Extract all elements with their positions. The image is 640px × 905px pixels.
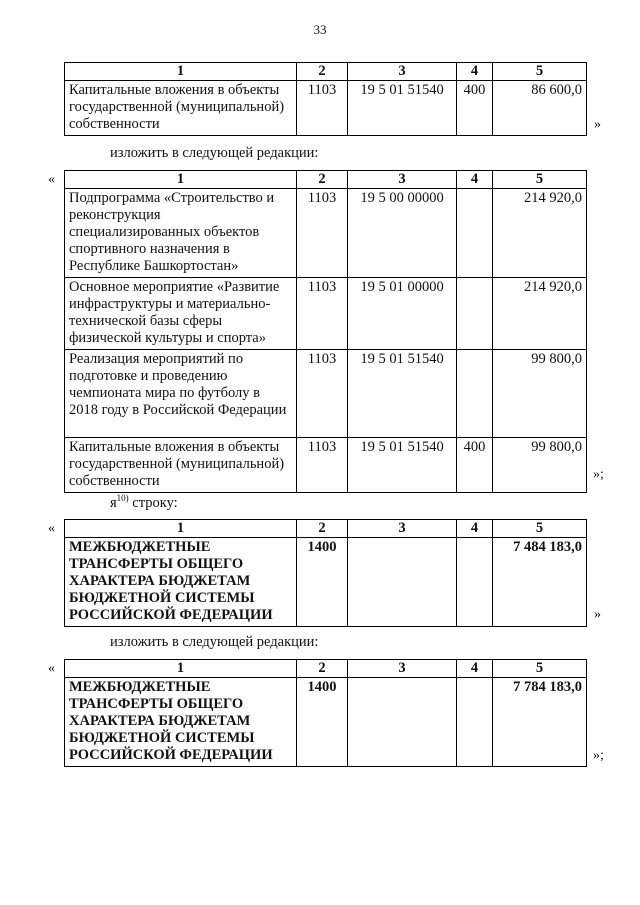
- open-quote-3: «: [48, 521, 55, 536]
- row-section: 1103: [297, 81, 348, 136]
- close-quote-2: »;: [593, 467, 604, 482]
- table-4: [64, 659, 586, 767]
- table-3: [64, 519, 586, 627]
- close-quote-3: »: [594, 607, 601, 622]
- row-target: [348, 678, 457, 767]
- table-row: [65, 438, 587, 493]
- row-amount: 99 800,0: [493, 350, 587, 438]
- header-col-5: 5: [493, 520, 587, 538]
- row-type: [457, 350, 493, 438]
- header-col-2: 2: [297, 660, 348, 678]
- row-section: 1103: [297, 438, 348, 493]
- header-col-1: 1: [65, 171, 297, 189]
- header-col-2: 2: [297, 171, 348, 189]
- row-name: Капитальные вложения в объекты государственной (муниципальной) собственности: [65, 438, 297, 493]
- item-text: строку:: [128, 494, 178, 511]
- table-2: [64, 170, 586, 493]
- table-row: [65, 278, 587, 350]
- table-row: [65, 678, 587, 767]
- header-col-3: 3: [348, 171, 457, 189]
- row-type: [457, 538, 493, 627]
- header-col-5: 5: [493, 63, 587, 81]
- header-col-1: 1: [65, 660, 297, 678]
- row-target: 19 5 01 00000: [348, 278, 457, 350]
- row-type: 400: [457, 438, 493, 493]
- header-row: [65, 520, 587, 538]
- row-section: 1400: [297, 538, 348, 627]
- header-col-1: 1: [65, 63, 297, 81]
- row-name: МЕЖБЮДЖЕТНЫЕ ТРАНСФЕРТЫ ОБЩЕГО ХАРАКТЕРА БЮДЖЕТАМ БЮДЖЕТНОЙ СИСТЕМЫ РОССИЙСКОЙ ФЕДЕРАЦИИ: [65, 678, 297, 767]
- header-col-3: 3: [348, 63, 457, 81]
- row-target: 19 5 00 00000: [348, 189, 457, 278]
- item-number: 10): [116, 493, 129, 503]
- row-name: Основное мероприятие «Развитие инфраструктуры и материально-технической базы сферы физической культуры и спорта»: [65, 278, 297, 350]
- header-col-2: 2: [297, 63, 348, 81]
- row-type: [457, 278, 493, 350]
- row-type: 400: [457, 81, 493, 136]
- row-amount: 214 920,0: [493, 278, 587, 350]
- row-amount: 86 600,0: [493, 81, 587, 136]
- header-col-4: 4: [457, 520, 493, 538]
- row-name: МЕЖБЮДЖЕТНЫЕ ТРАНСФЕРТЫ ОБЩЕГО ХАРАКТЕРА БЮДЖЕТАМ БЮДЖЕТНОЙ СИСТЕМЫ РОССИЙСКОЙ ФЕДЕРАЦИИ: [65, 538, 297, 627]
- row-name: Подпрограмма «Строительство и реконструкция специализированных объектов спортивного назначения в Республике Башкортостан»: [65, 189, 297, 278]
- row-amount: 7 784 183,0: [493, 678, 587, 767]
- instruction-text-3: изложить в следующей редакции:: [110, 634, 319, 650]
- item-letter: я: [110, 494, 117, 511]
- row-section: 1103: [297, 278, 348, 350]
- header-col-5: 5: [493, 660, 587, 678]
- header-col-4: 4: [457, 63, 493, 81]
- header-col-2: 2: [297, 520, 348, 538]
- table-1: [64, 62, 586, 136]
- row-target: 19 5 01 51540: [348, 350, 457, 438]
- instruction-text-2: [110, 493, 178, 512]
- row-section: 1103: [297, 350, 348, 438]
- row-type: [457, 189, 493, 278]
- header-col-4: 4: [457, 660, 493, 678]
- open-quote-4: «: [48, 661, 55, 676]
- header-col-5: 5: [493, 171, 587, 189]
- close-quote-1: »: [594, 117, 601, 132]
- page-number: 33: [313, 22, 327, 37]
- header-col-1: 1: [65, 520, 297, 538]
- row-section: 1103: [297, 189, 348, 278]
- header-col-3: 3: [348, 660, 457, 678]
- table-row: [65, 189, 587, 278]
- row-target: 19 5 01 51540: [348, 438, 457, 493]
- row-name: Реализация мероприятий по подготовке и проведению чемпионата мира по футболу в 2018 году в Российской Федерации: [65, 350, 297, 438]
- header-row: [65, 171, 587, 189]
- header-col-3: 3: [348, 520, 457, 538]
- open-quote-2: «: [48, 172, 55, 187]
- header-col-4: 4: [457, 171, 493, 189]
- header-row: [65, 63, 587, 81]
- table-row: [65, 538, 587, 627]
- close-quote-4: »;: [593, 748, 604, 763]
- row-target: [348, 538, 457, 627]
- row-amount: 214 920,0: [493, 189, 587, 278]
- row-amount: 99 800,0: [493, 438, 587, 493]
- instruction-text-1: изложить в следующей редакции:: [110, 145, 319, 161]
- header-row: [65, 660, 587, 678]
- row-name: Капитальные вложения в объекты государственной (муниципальной) собственности: [65, 81, 297, 136]
- table-row: [65, 350, 587, 438]
- row-section: 1400: [297, 678, 348, 767]
- table-row: [65, 81, 587, 136]
- row-target: 19 5 01 51540: [348, 81, 457, 136]
- row-type: [457, 678, 493, 767]
- row-amount: 7 484 183,0: [493, 538, 587, 627]
